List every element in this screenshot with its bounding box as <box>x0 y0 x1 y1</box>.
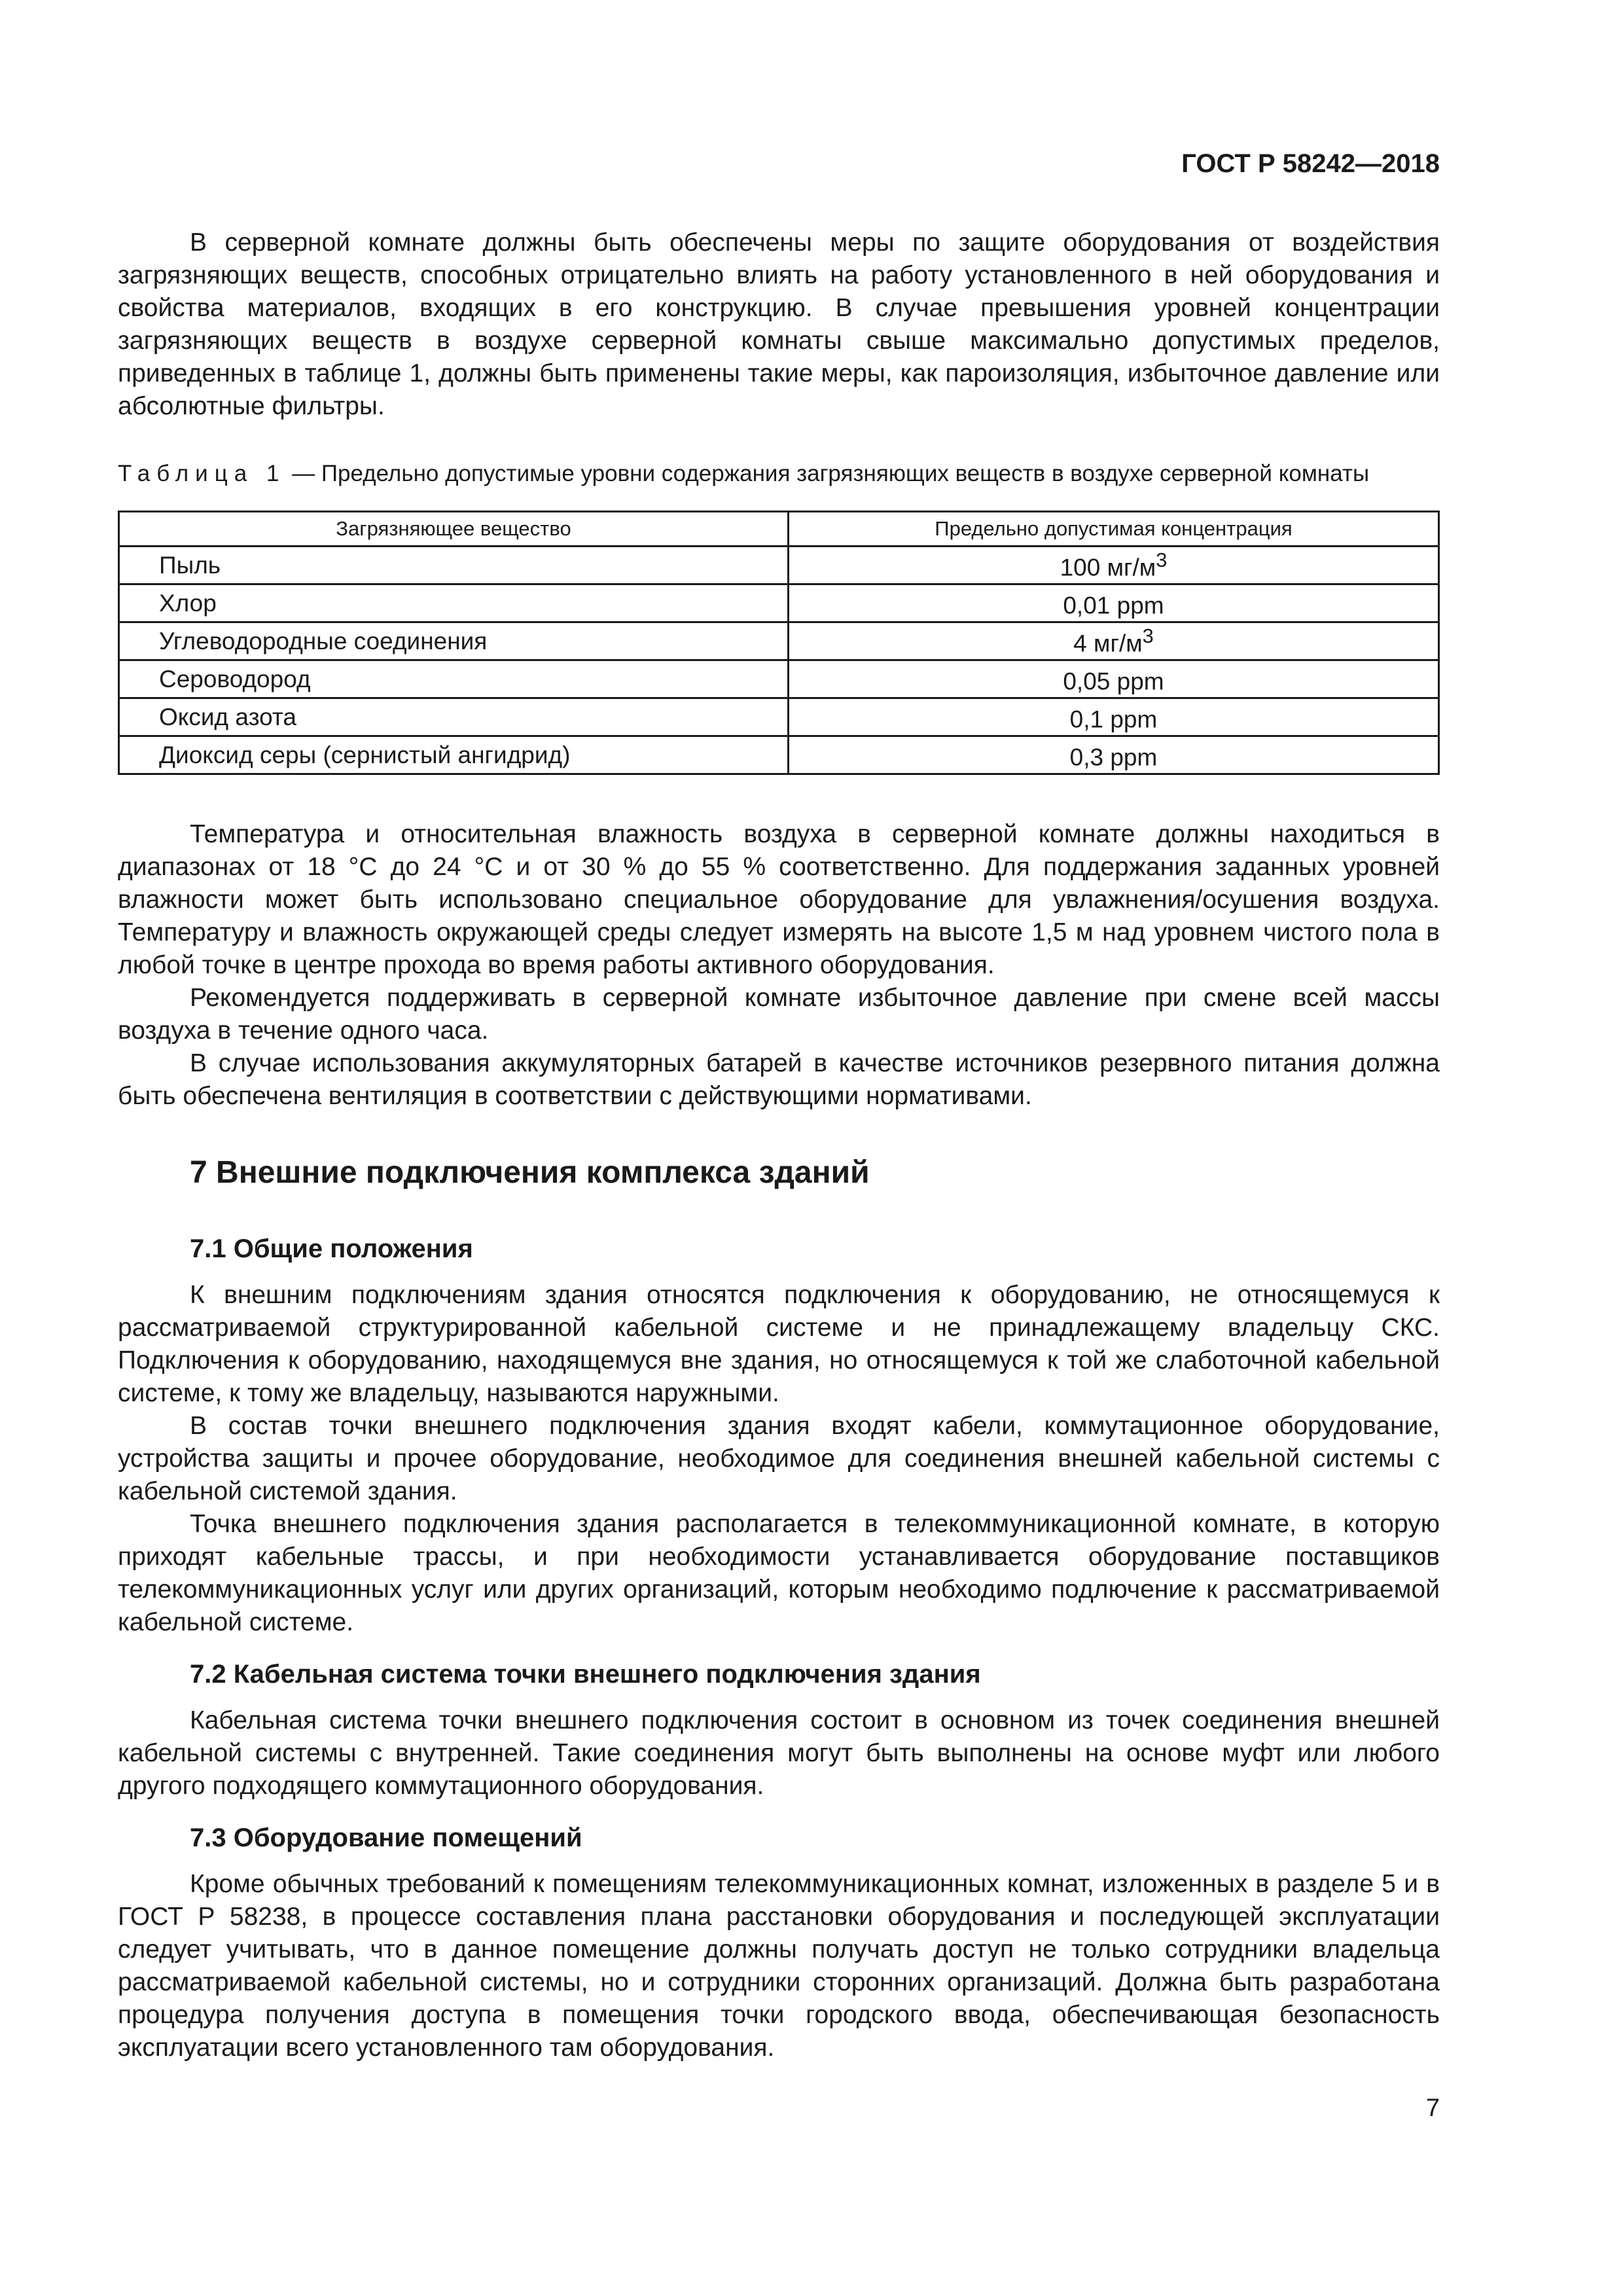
document-page <box>118 0 1440 2296</box>
table-row <box>119 736 1439 774</box>
substance-cell: Хлор <box>119 584 789 622</box>
table-row <box>119 698 1439 736</box>
concentration-cell: 0,3 ppm <box>789 736 1439 774</box>
section-7-2-title: 7.2 Кабельная система точки внешнего подключения здания <box>190 1660 981 1689</box>
concentration-cell: 0,05 ppm <box>789 660 1439 698</box>
env-paragraph-ventilation: В случае использования аккумуляторных батарей в качестве источников резервного питания должна быть обеспечена вентиляция в соответствии с действующими нормативами. <box>118 1049 1440 1110</box>
document-code: ГОСТ Р 58242—2018 <box>1181 149 1440 178</box>
concentration-cell: 4 $мг/м^3$ <box>789 622 1439 660</box>
section-7-1-paragraph: Точка внешнего подключения здания располагается в телекоммуникационной комнате, в которую приходят кабельные трассы, и при необходимости устанавливается оборудование поставщиков телекоммуникационных услуг или других организаций, которым необходимо подлючение к рассматриваемой кабельной системе. <box>118 1510 1440 1636</box>
concentration-cell: 0,1 ppm <box>789 698 1439 736</box>
section-7-1-title: 7.1 Общие положения <box>190 1234 473 1263</box>
section-7-2-paragraph: Кабельная система точки внешнего подключения состоит в основном из точек соединения внешней кабельной системы с внутренней. Такие соединения могут быть выполнены на основе муфт или любого другого подходящего коммутационного оборудования. <box>118 1706 1440 1800</box>
page-number: 7 <box>1425 2094 1440 2122</box>
table-caption-text: — Предельно допустимые уровни содержания загрязняющих веществ в воздухе серверной комнаты <box>285 461 1370 486</box>
section-7-3-paragraph: Кроме обычных требований к помещениям телекоммуникационных комнат, изложенных в разделе 5 и в ГОСТ Р 58238, в процессе составления плана расстановки оборудования и последующей эксплуатации следует учитывать, что в данное помещение должны получать доступ не только сотрудники владельца рассматриваемой кабельной системы, но и сотрудники сторонних организаций. Должна быть разработана процедура получения доступа в помещения точки городского ввода, обеспечивающая безопасность эксплуатации всего установленного там оборудования. <box>118 1870 1440 2062</box>
section-7-1-paragraph: К внешним подключениям здания относятся подключения к оборудованию, не относящемуся к рассматриваемой структурированной кабельной системе и не принадлежащему владельцу СКС. Подключения к оборудованию, находящемуся вне здания, но относящемуся к той же слаботочной кабельной системе, к тому же владельцу, называются наружными. <box>118 1281 1440 1407</box>
concentration-cell: 0,01 ppm <box>789 584 1439 622</box>
section-7-title: 7 Внешние подключения комплекса зданий <box>190 1155 870 1190</box>
substance-cell: Оксид азота <box>119 698 789 736</box>
table-caption-lead: Таблица 1 <box>118 461 286 486</box>
table-row <box>119 584 1439 622</box>
table-row <box>119 660 1439 698</box>
concentration-cell: 100 $мг/м^3$ <box>789 547 1439 584</box>
pollutant-limits-table <box>118 511 1440 775</box>
table-row <box>119 622 1439 660</box>
table-header-row <box>119 512 1439 547</box>
substance-cell: Углеводородные соединения <box>119 622 789 660</box>
env-paragraph-pressure: Рекомендуется поддерживать в серверной комнате избыточное давление при смене всей массы воздуха в течение одного часа. <box>118 984 1440 1045</box>
table-caption <box>118 461 1440 487</box>
substance-cell: Пыль <box>119 547 789 584</box>
env-paragraph-climate: Температура и относительная влажность воздуха в серверной комнате должны находиться в диапазонах от 18 °C до 24 °C и от 30 % до 55 % соответственно. Для поддержания заданных уровней влажности может быть использовано специальное оборудование для увлажнения/осушения воздуха. Температуру и влажность окружающей среды следует измерять на высоте 1,5 м над уровнем чистого пола в любой точке в центре прохода во время работы активного оборудования. <box>118 820 1440 979</box>
substance-cell: Сероводород <box>119 660 789 698</box>
table-row <box>119 547 1439 584</box>
section-7-3-title: 7.3 Оборудование помещений <box>190 1823 582 1852</box>
substance-cell: Диоксид серы (сернистый ангидрид) <box>119 736 789 774</box>
intro-paragraph: В серверной комнате должны быть обеспечены меры по защите оборудования от воздействия загрязняющих веществ, способных отрицательно влиять на работу установленного в ней оборудования и свойства материалов, входящих в его конструкцию. В случае превышения уровней концентрации загрязняющих веществ в воздухе серверной комнаты свыше максимально допустимых пределов, приведенных в таблице 1, должны быть применены такие меры, как пароизоляция, избыточное давление или абсолютные фильтры. <box>118 228 1440 420</box>
header-substance: Загрязняющее вещество <box>119 512 789 547</box>
section-7-1-paragraph: В состав точки внешнего подключения здания входят кабели, коммутационное оборудование, устройства защиты и прочее оборудование, необходимое для соединения внешней кабельной системы с кабельной системой здания. <box>118 1412 1440 1505</box>
header-concentration: Предельно допустимая концентрация <box>789 512 1439 547</box>
